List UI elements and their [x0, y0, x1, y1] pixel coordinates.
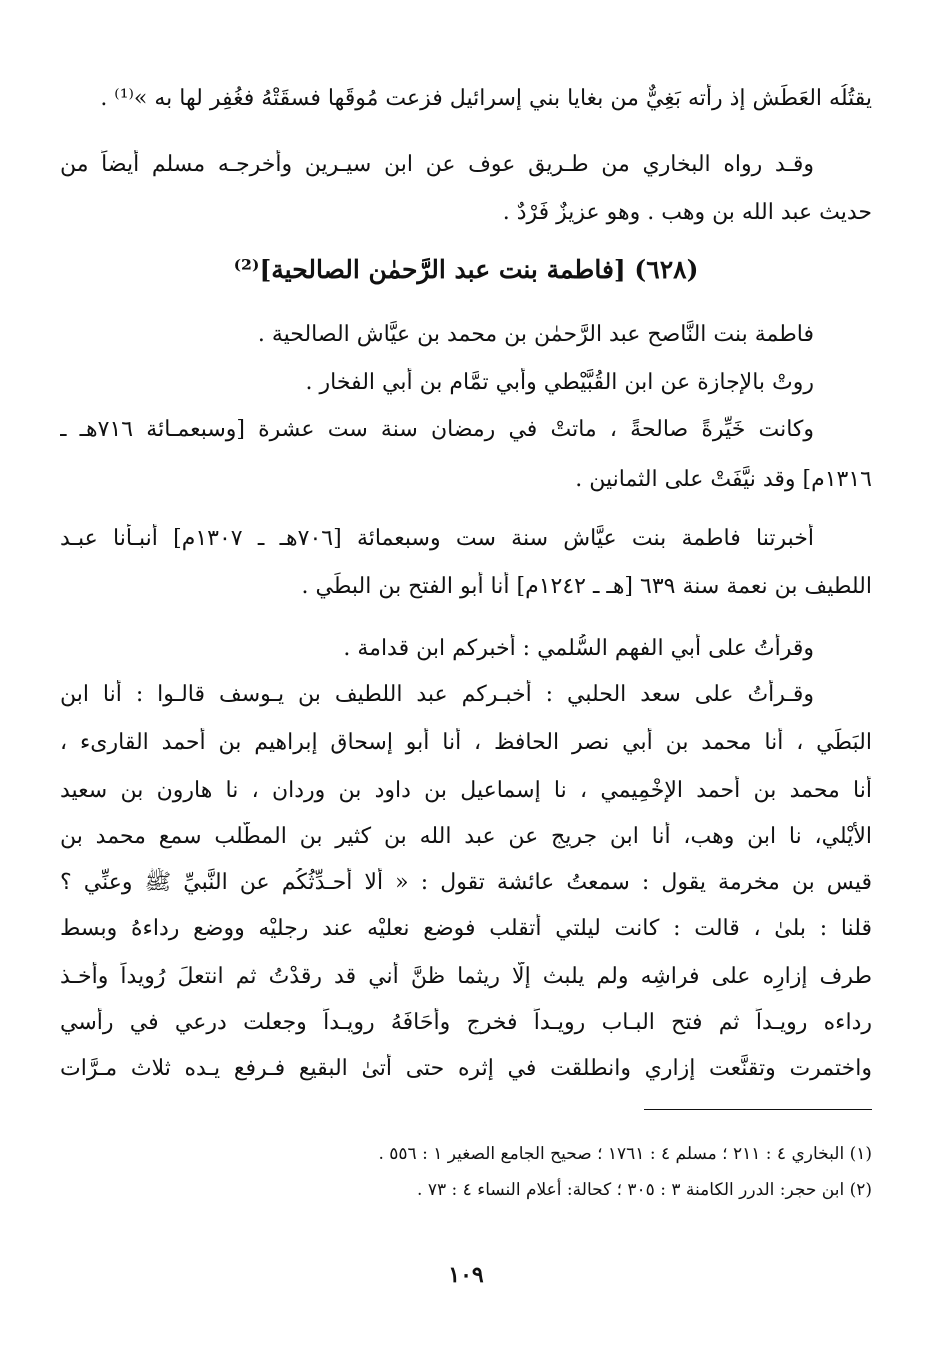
body-line: حديث عبد الله بن وهب . وهو عزيزٌ فَرْدٌ .: [502, 200, 872, 225]
bio-line: ١٣١٦م] وقد نيَّفَتْ على الثمانين .: [575, 467, 872, 492]
page-number: ١٠٩: [448, 1262, 484, 1288]
isnad-line: أخبرتنا فاطمة بنت عيَّاش سنة ست وسبعمائة [٧٠٦هـ ـ ١٣٠٧م] أنبـأنا عبـد: [60, 526, 814, 551]
footnote: (٢) ابن حجر: الدرر الكامنة ٣ : ٣٠٥ ؛ كحالة: أعلام النساء ٤ : ٧٣ .: [417, 1180, 872, 1200]
hadith-line: قيس بن مخرمة يقول : سمعتُ عائشة تقول : « ألا أحـدِّثُكُم عن النَّبيِّ ﷺ وعنِّي ؟: [60, 870, 872, 895]
hadith-line: طرف إزارِه على فراشِه ولم يلبث إلَّا ريثما ظنَّ أني قد رقدْتُ ثم انتعلَ رُويداً وأخـذ: [60, 964, 872, 989]
hadith-line: قلنا : بلىٰ ، قالت : كانت ليلتي أتقلب فوضع نعليْه عند رجليْه ووضع رداءهُ وبسط: [60, 916, 872, 941]
body-line: يقتُلُه العَطَش إذ رأته بَغِيٌّ من بغايا بني إسرائيل فزعت مُوقَها فسقَتْهُ فغُفِر لها به »⁽¹⁾ .: [100, 86, 872, 111]
hadith-line: أنا محمد بن أحمد الإخْمِيمي ، نا إسماعيل بن داود بن وردان ، نا هارون بن سعيد: [60, 778, 872, 803]
footnote: (١) البخاري ٤ : ٢١١ ؛ مسلم ٤ : ١٧٦١ ؛ صحيح الجامع الصغير ١ : ٥٥٦ .: [378, 1144, 872, 1164]
footnote-separator: [644, 1109, 872, 1110]
entry-heading: (٦٢٨) [فاطمة بنت عبد الرَّحمٰن الصالحية]⁽²⁾: [233, 255, 699, 284]
bio-line: وكانت خَيِّرةً صالحةً ، ماتتْ في رمضان سنة ست عشرة [وسبعمـائة ٧١٦هـ ـ: [60, 417, 814, 442]
hadith-line: الأَيْلي، نا ابن وهب، أنا ابن جريج عن عبد الله بن كثير بن المطَّلب سمع محمد بن: [60, 824, 872, 849]
bio-line: روتْ بالإجازة عن ابن القُبَّيْطي وأبي تمَّام بن أبي الفخار .: [305, 370, 814, 395]
hadith-line: واختمرت وتقنَّعت إزاري وانطلقت في إثره حتى أتىٰ البقيع فـرفع يـده ثلاث مـرَّات: [60, 1056, 872, 1081]
body-line: وقـد رواه البخاري من طـريق عوف عن ابن سيـرين وأخرجـه مسلم أيضاً من: [60, 152, 814, 177]
bio-line: فاطمة بنت النَّاصح عبد الرَّحمٰن بن محمد بن عيَّاش الصالحية .: [257, 322, 814, 347]
hadith-line: البَطِّي ، أنا محمد بن أبي نصر الحافظ ، أنا أبو إسحاق إبراهيم بن أحمد القارىء ،: [60, 730, 872, 755]
hadith-line: وقرأتُ على أبي الفهم السُّلمي : أخبركم ابن قدامة .: [343, 636, 814, 661]
isnad-line: اللطيف بن نعمة سنة ٦٣٩ [هـ ـ ١٢٤٢م] أنا أبو الفتح بن البطِّي .: [301, 574, 872, 599]
hadith-line: رداءه رويـداً ثم فتح البـاب رويـداً فخرج وأحَافَهُ رويـداً وجعلت درعي في رأسي: [60, 1010, 872, 1035]
hadith-line: وقـرأتُ على سعد الحلبي : أخبـركم عبد اللطيف بن يـوسف قالـوا : أنا ابن: [60, 682, 814, 707]
